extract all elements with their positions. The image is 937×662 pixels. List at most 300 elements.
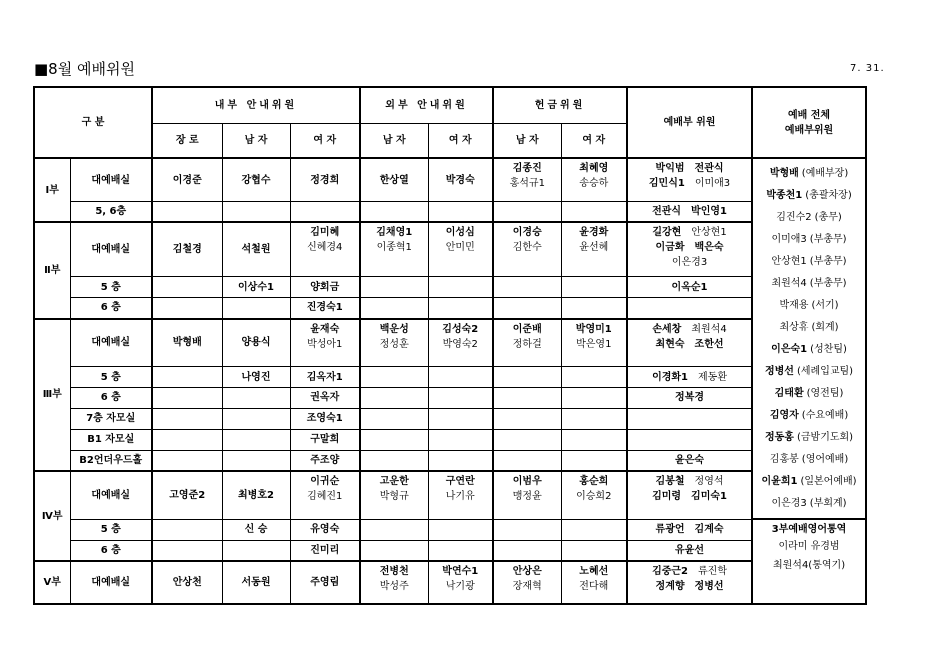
staff-item xyxy=(755,185,863,207)
person-name: 신혜경4 xyxy=(307,242,343,254)
worship-dept-cell xyxy=(627,158,752,201)
page-title: ■8월 예배위원 xyxy=(34,60,135,78)
staff-role: (회계) xyxy=(811,321,839,333)
elder-cell xyxy=(152,429,222,450)
person-name: 정경희 xyxy=(310,174,340,186)
dept-line xyxy=(630,322,749,337)
person-name: 양회금 xyxy=(310,281,340,293)
person-name: 박영숙2 xyxy=(442,338,478,350)
schedule-table xyxy=(33,86,867,605)
out_f-cell xyxy=(428,298,493,319)
out_m-cell xyxy=(360,319,428,367)
in_f-cell xyxy=(290,450,360,471)
in_m-cell xyxy=(222,319,290,367)
staff-item xyxy=(755,493,863,515)
dept-line xyxy=(630,390,749,405)
out_m-cell xyxy=(360,222,428,277)
off_m-cell xyxy=(493,450,561,471)
section-label: Ⅴ부 xyxy=(34,561,70,604)
person-name: 정병선 xyxy=(694,580,724,592)
off_m-cell xyxy=(493,298,561,319)
out_m-cell xyxy=(360,367,428,388)
person-name: 나영진 xyxy=(241,371,271,383)
off_m-cell xyxy=(493,540,561,561)
person-name: 이종혁1 xyxy=(376,242,412,254)
staff-role: (금밤기도회) xyxy=(796,431,854,443)
person-name: 이귀순 xyxy=(310,476,340,488)
person-name: 이성심 xyxy=(445,227,475,239)
in_f-cell xyxy=(290,298,360,319)
person-name: 박성주 xyxy=(379,580,409,592)
in_f-cell xyxy=(290,367,360,388)
section-label: Ⅰ부 xyxy=(34,158,70,222)
person-name: 윤재숙 xyxy=(310,323,340,335)
staff-name: 이윤희1 xyxy=(761,475,798,487)
in_m-cell xyxy=(222,540,290,561)
person-name: 진미리 xyxy=(310,544,340,556)
location-label: 5 층 xyxy=(70,277,152,298)
staff-role: (수요예배) xyxy=(801,409,849,421)
person-name: 이경승 xyxy=(512,227,542,239)
location-label: 대예배실 xyxy=(70,561,152,604)
elder-cell: 김철경 xyxy=(152,222,222,277)
off_m-cell xyxy=(493,561,561,604)
person-name: 정계향 xyxy=(655,580,685,592)
in_m-cell xyxy=(222,298,290,319)
out_f-cell xyxy=(428,429,493,450)
staff-role: (세례입교팀) xyxy=(796,365,854,377)
header-outer-male: 남 자 xyxy=(360,124,428,159)
staff-item xyxy=(755,361,863,383)
person-name: 김미혜 xyxy=(310,227,340,239)
worship-dept-cell xyxy=(627,298,752,319)
staff-item xyxy=(755,273,863,295)
person-name: 전관식 xyxy=(652,205,682,217)
off_m-cell xyxy=(493,277,561,298)
worship-dept-cell xyxy=(627,367,752,388)
person-name: 조한선 xyxy=(694,338,724,350)
dept-line xyxy=(630,579,749,594)
header-inner-male: 남 자 xyxy=(222,124,290,159)
in_f-cell xyxy=(290,319,360,367)
person-name: 김중근2 xyxy=(652,565,689,577)
staff-name: 이은경3 xyxy=(771,497,807,509)
out_m-cell xyxy=(360,277,428,298)
staff-role: (부총무) xyxy=(809,255,847,267)
person-name: 박성아1 xyxy=(307,338,343,350)
location-label: B1 자모실 xyxy=(70,429,152,450)
header-outer: 외부 안내위원 xyxy=(360,87,493,124)
elder-cell xyxy=(152,277,222,298)
person-name: 강협수 xyxy=(241,174,271,186)
off_m-cell xyxy=(493,222,561,277)
off_f-cell xyxy=(561,201,627,222)
person-name: 주조양 xyxy=(310,454,340,466)
staff-name: 김영자 xyxy=(769,409,799,421)
person-name: 김종진 xyxy=(512,163,542,175)
person-name: 김한수 xyxy=(512,242,542,254)
in_m-cell xyxy=(222,561,290,604)
header-all-line1: 예배 전체 xyxy=(787,109,831,121)
staff-name: 최원석4 xyxy=(771,277,807,289)
worship-dept-cell xyxy=(627,450,752,471)
worship-dept-cell xyxy=(627,540,752,561)
off_m-cell xyxy=(493,201,561,222)
staff-name: 박재용 xyxy=(779,299,809,311)
in_f-cell xyxy=(290,540,360,561)
out_f-cell xyxy=(428,367,493,388)
person-name: 전병천 xyxy=(379,565,409,577)
person-name: 장재혁 xyxy=(512,580,542,592)
out_m-cell xyxy=(360,471,428,519)
worship-dept-cell xyxy=(627,222,752,277)
person-name: 김성숙2 xyxy=(442,323,479,335)
dept-line xyxy=(630,255,749,270)
translation-person: 최원석4(통역기) xyxy=(772,560,846,572)
person-name: 박익범 xyxy=(655,163,685,175)
person-name: 구말희 xyxy=(310,434,340,446)
worship-dept-cell xyxy=(627,561,752,604)
worship-dept-cell xyxy=(627,519,752,540)
staff-name: 김진수2 xyxy=(776,211,812,223)
staff-item xyxy=(755,251,863,273)
header-offering: 헌금위원 xyxy=(493,87,627,124)
person-name: 신 승 xyxy=(244,524,268,536)
header-worship-dept: 예배부 위원 xyxy=(627,87,752,158)
location-label: 7층 자모실 xyxy=(70,408,152,429)
staff-item xyxy=(755,163,863,185)
person-name: 홍석규1 xyxy=(509,178,545,190)
header-offering-female: 여 자 xyxy=(561,124,627,159)
staff-role: (영어예배) xyxy=(801,453,849,465)
staff-name: 최상휴 xyxy=(779,321,809,333)
in_f-cell xyxy=(290,408,360,429)
person-name: 백운성 xyxy=(379,323,409,335)
person-name: 노혜선 xyxy=(579,565,609,577)
off_f-cell xyxy=(561,471,627,519)
worship-dept-cell xyxy=(627,429,752,450)
out_m-cell xyxy=(360,201,428,222)
staff-role: (부회계) xyxy=(809,497,847,509)
location-label: 5, 6층 xyxy=(70,201,152,222)
section-label: Ⅲ부 xyxy=(34,319,70,472)
elder-cell: 박형배 xyxy=(152,319,222,367)
in_m-cell xyxy=(222,222,290,277)
dept-line xyxy=(630,176,749,191)
dept-line xyxy=(630,564,749,579)
in_m-cell xyxy=(222,429,290,450)
person-name: 박형규 xyxy=(379,491,409,503)
person-name: 김옥자1 xyxy=(306,371,343,383)
person-name: 이상수1 xyxy=(238,281,274,293)
in_m-cell xyxy=(222,367,290,388)
translation-title: 3부예배영어통역 xyxy=(771,524,847,536)
in_f-cell xyxy=(290,222,360,277)
person-name: 유영숙 xyxy=(310,524,340,536)
staff-role: (총무) xyxy=(814,211,842,223)
staff-role: (부총무) xyxy=(809,233,847,245)
header-outer-female: 여 자 xyxy=(428,124,493,159)
out_f-cell xyxy=(428,471,493,519)
person-name: 석철원 xyxy=(241,244,271,256)
staff-role: (총괄차장) xyxy=(805,189,852,201)
person-name: 고운한 xyxy=(379,476,409,488)
person-name: 윤선혜 xyxy=(579,242,609,254)
off_f-cell xyxy=(561,429,627,450)
elder-cell xyxy=(152,298,222,319)
person-name: 이범우 xyxy=(512,476,542,488)
person-name: 김미숙1 xyxy=(691,491,727,503)
person-name: 이미애3 xyxy=(694,178,731,190)
person-name: 박영미1 xyxy=(575,323,612,335)
header-all xyxy=(752,87,866,158)
person-name: 윤은숙 xyxy=(675,454,705,466)
elder-cell xyxy=(152,201,222,222)
staff-name: 안상현1 xyxy=(771,255,807,267)
off_f-cell xyxy=(561,367,627,388)
out_f-cell xyxy=(428,540,493,561)
person-name: 서동원 xyxy=(241,576,271,588)
person-name: 박연수1 xyxy=(442,565,479,577)
dept-line xyxy=(630,240,749,255)
staff-item xyxy=(755,317,863,339)
out_m-cell xyxy=(360,519,428,540)
staff-list xyxy=(752,158,866,519)
person-name: 진경숙1 xyxy=(306,302,343,314)
location-label: 대예배실 xyxy=(70,319,152,367)
date-label: 7. 31. xyxy=(850,63,885,74)
out_f-cell xyxy=(428,561,493,604)
off_f-cell xyxy=(561,561,627,604)
person-name: 김미령 xyxy=(652,491,682,503)
person-name: 제동환 xyxy=(698,371,727,383)
out_m-cell xyxy=(360,540,428,561)
in_f-cell xyxy=(290,561,360,604)
worship-dept-cell xyxy=(627,201,752,222)
staff-item xyxy=(755,295,863,317)
staff-name: 김태환 xyxy=(774,387,804,399)
person-name: 맹정윤 xyxy=(512,491,542,503)
in_f-cell xyxy=(290,201,360,222)
header-inner-female: 여 자 xyxy=(290,124,360,159)
in_m-cell xyxy=(222,519,290,540)
person-name: 류진학 xyxy=(698,565,727,577)
in_m-cell xyxy=(222,158,290,201)
person-name: 손세창 xyxy=(652,323,682,335)
dept-line xyxy=(630,474,749,489)
out_f-cell xyxy=(428,519,493,540)
dept-line xyxy=(630,489,749,504)
in_f-cell xyxy=(290,277,360,298)
person-name: 박은영1 xyxy=(576,338,612,350)
dept-line xyxy=(630,225,749,240)
dept-line xyxy=(630,280,749,295)
out_m-cell xyxy=(360,450,428,471)
staff-role: (부총무) xyxy=(809,277,847,289)
person-name: 정복경 xyxy=(675,392,705,404)
staff-item xyxy=(755,383,863,405)
off_m-cell xyxy=(493,158,561,201)
out_m-cell xyxy=(360,429,428,450)
person-name: 김혜진1 xyxy=(307,491,343,503)
off_m-cell xyxy=(493,471,561,519)
person-name: 한상열 xyxy=(379,174,409,186)
staff-role: (일본어예배) xyxy=(800,475,857,487)
staff-role: (서기) xyxy=(811,299,839,311)
dept-line xyxy=(630,161,749,176)
location-label: 6 층 xyxy=(70,540,152,561)
header-all-line2: 예배부위원 xyxy=(784,124,834,136)
elder-cell xyxy=(152,450,222,471)
staff-item xyxy=(755,427,863,449)
staff-name: 이은숙1 xyxy=(771,343,808,355)
person-name: 이은경3 xyxy=(671,257,708,269)
location-label: 5 층 xyxy=(70,367,152,388)
person-name: 박경숙 xyxy=(445,174,475,186)
person-name: 이준배 xyxy=(512,323,542,335)
in_m-cell xyxy=(222,471,290,519)
out_f-cell xyxy=(428,277,493,298)
person-name: 정하걸 xyxy=(512,338,542,350)
person-name: 안미민 xyxy=(445,242,475,254)
dept-line xyxy=(630,543,749,558)
off_f-cell xyxy=(561,450,627,471)
off_f-cell xyxy=(561,408,627,429)
staff-name: 정병선 xyxy=(764,365,794,377)
off_m-cell xyxy=(493,319,561,367)
person-name: 윤경화 xyxy=(579,227,609,239)
elder-cell xyxy=(152,519,222,540)
person-name: 최병호2 xyxy=(238,489,274,501)
off_f-cell xyxy=(561,222,627,277)
translation-person: 이라미 유경범 xyxy=(778,541,840,553)
translation-box xyxy=(752,519,866,604)
location-label: 대예배실 xyxy=(70,471,152,519)
person-name: 전관식 xyxy=(694,163,724,175)
location-label: 5 층 xyxy=(70,519,152,540)
person-name: 백은숙 xyxy=(694,242,724,254)
staff-role: (영전팀) xyxy=(806,387,844,399)
section-label: Ⅳ부 xyxy=(34,471,70,561)
person-name: 최원석4 xyxy=(691,323,727,335)
person-name: 낙기광 xyxy=(445,580,475,592)
staff-name: 이미애3 xyxy=(771,233,807,245)
person-name: 안상은 xyxy=(512,565,542,577)
staff-item xyxy=(755,229,863,251)
off_f-cell xyxy=(561,519,627,540)
in_f-cell xyxy=(290,429,360,450)
out_f-cell xyxy=(428,388,493,409)
in_f-cell xyxy=(290,388,360,409)
out_f-cell xyxy=(428,201,493,222)
out_f-cell xyxy=(428,408,493,429)
off_f-cell xyxy=(561,319,627,367)
header-offering-male: 남 자 xyxy=(493,124,561,159)
elder-cell: 안상천 xyxy=(152,561,222,604)
out_m-cell xyxy=(360,561,428,604)
person-name: 류광언 xyxy=(655,524,685,536)
person-name: 박인영1 xyxy=(691,205,727,217)
off_f-cell xyxy=(561,388,627,409)
off_m-cell xyxy=(493,408,561,429)
off_f-cell xyxy=(561,540,627,561)
out_m-cell xyxy=(360,298,428,319)
in_m-cell xyxy=(222,277,290,298)
in_f-cell xyxy=(290,471,360,519)
person-name: 김봉철 xyxy=(655,476,685,488)
off_f-cell xyxy=(561,158,627,201)
off_m-cell xyxy=(493,519,561,540)
person-name: 김채영1 xyxy=(376,227,413,239)
header-inner: 내부 안내위원 xyxy=(152,87,360,124)
person-name: 김계숙 xyxy=(694,524,724,536)
staff-name: 정동홍 xyxy=(764,431,794,443)
worship-dept-cell xyxy=(627,388,752,409)
person-name: 송승하 xyxy=(579,178,609,190)
person-name: 유윤선 xyxy=(675,544,705,556)
in_m-cell xyxy=(222,408,290,429)
staff-role: (예배부장) xyxy=(801,167,849,179)
out_f-cell xyxy=(428,222,493,277)
person-name: 최혜영 xyxy=(579,163,609,175)
elder-cell: 이경준 xyxy=(152,158,222,201)
person-name: 권옥자 xyxy=(310,392,340,404)
staff-item xyxy=(755,405,863,427)
dept-line xyxy=(630,337,749,352)
location-label: 6 층 xyxy=(70,388,152,409)
out_f-cell xyxy=(428,450,493,471)
in_f-cell xyxy=(290,519,360,540)
person-name: 이옥순1 xyxy=(671,281,708,293)
off_f-cell xyxy=(561,298,627,319)
person-name: 나기유 xyxy=(445,491,475,503)
off_m-cell xyxy=(493,388,561,409)
staff-item xyxy=(755,471,863,493)
in_m-cell xyxy=(222,450,290,471)
person-name: 주영림 xyxy=(310,576,340,588)
worship-dept-cell xyxy=(627,277,752,298)
elder-cell xyxy=(152,540,222,561)
person-name: 양용식 xyxy=(241,337,271,349)
out_f-cell xyxy=(428,319,493,367)
out_m-cell xyxy=(360,388,428,409)
person-name: 이금화 xyxy=(655,242,685,254)
staff-item xyxy=(755,339,863,361)
in_m-cell xyxy=(222,388,290,409)
out_m-cell xyxy=(360,158,428,201)
location-label: 대예배실 xyxy=(70,222,152,277)
dept-line xyxy=(630,522,749,537)
worship-dept-cell xyxy=(627,471,752,519)
off_m-cell xyxy=(493,429,561,450)
out_m-cell xyxy=(360,408,428,429)
in_f-cell xyxy=(290,158,360,201)
person-name: 정성훈 xyxy=(379,338,409,350)
dept-line xyxy=(630,204,749,219)
location-label: 6 층 xyxy=(70,298,152,319)
dept-line xyxy=(630,453,749,468)
person-name: 이승희2 xyxy=(576,491,612,503)
staff-name: 박형배 xyxy=(769,167,799,179)
worship-dept-cell xyxy=(627,319,752,367)
person-name: 최현숙 xyxy=(655,338,685,350)
staff-item xyxy=(755,207,863,229)
person-name: 이경화1 xyxy=(652,371,689,383)
person-name: 조영숙1 xyxy=(306,413,343,425)
elder-cell: 고영준2 xyxy=(152,471,222,519)
elder-cell xyxy=(152,367,222,388)
off_m-cell xyxy=(493,367,561,388)
